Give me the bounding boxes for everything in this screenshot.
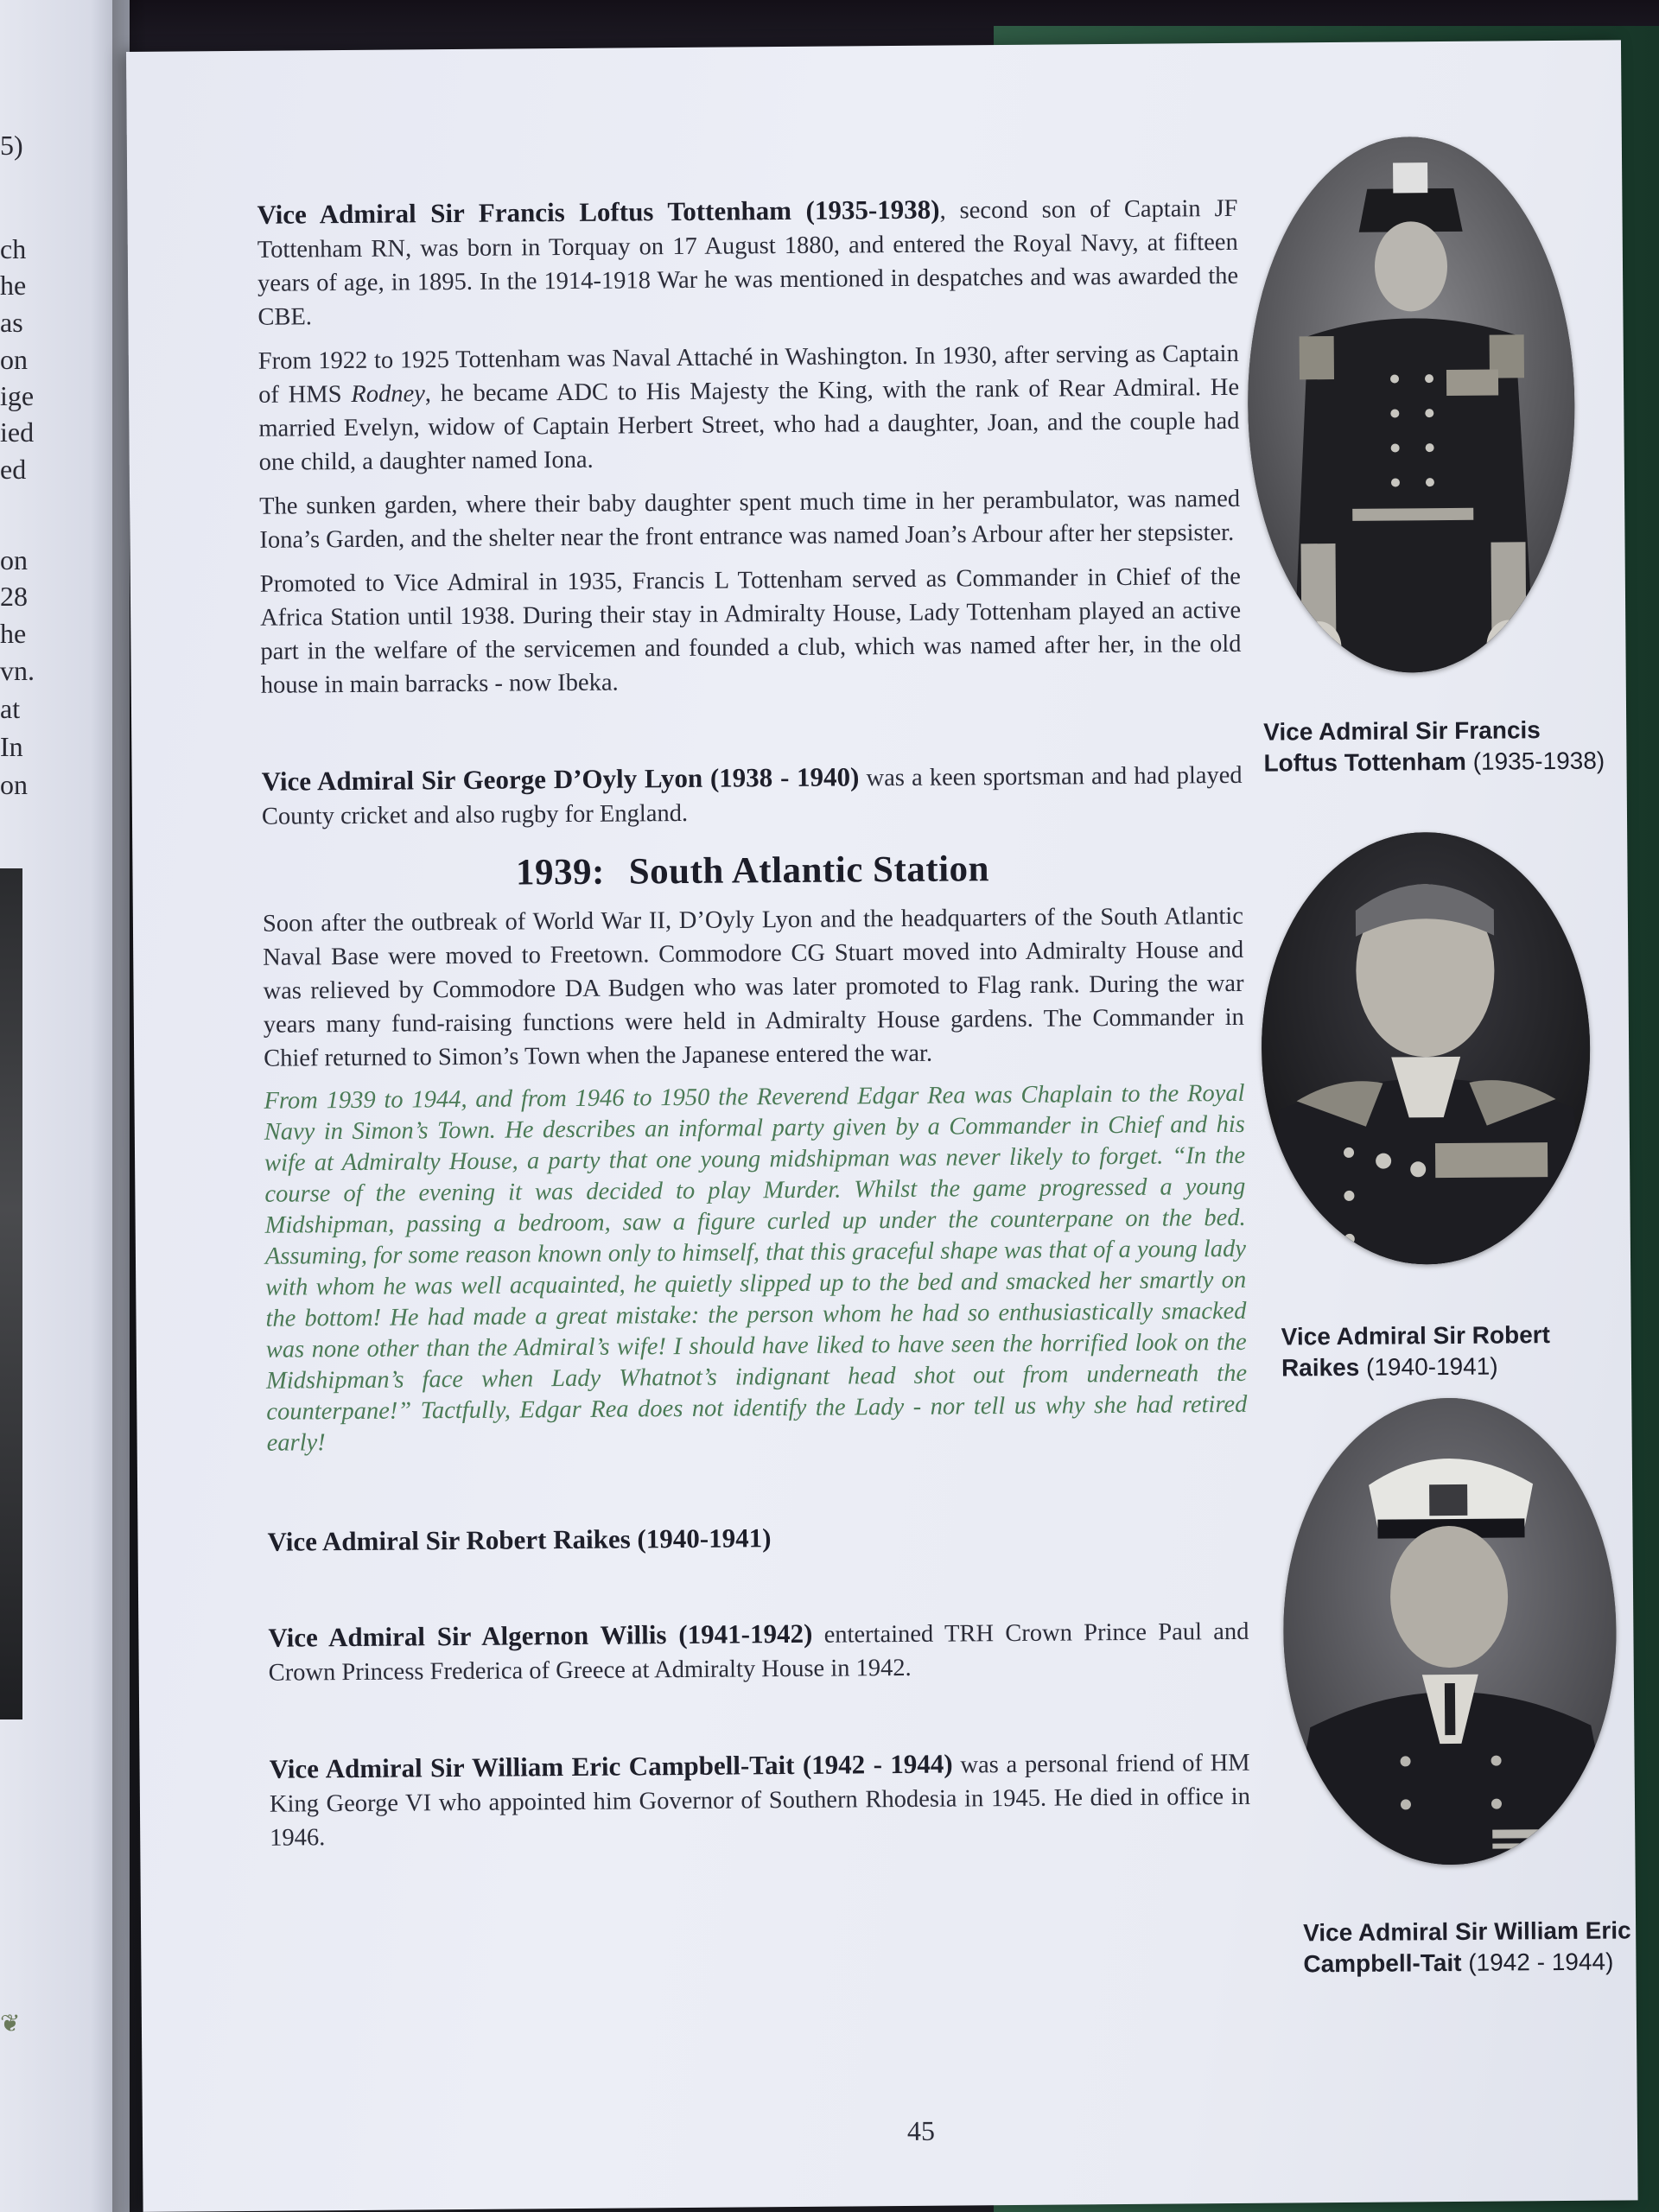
left-page-fragment: at <box>0 693 21 724</box>
tottenham-paragraph-1 <box>257 190 1238 334</box>
left-page-fragment: he <box>0 618 27 649</box>
campbell-tait-text: was a personal friend of HM King George VI who appointed him Governor of Southern Rhodesia in 1945. He died in office in 1946. <box>269 1749 1251 1852</box>
left-page-fragment: In <box>0 731 23 762</box>
left-page-fragment: ige <box>0 380 35 411</box>
willis-text: entertained TRH Crown Prince Paul and Crown Princess Frederica of Greece at Admiralty House in 1942. <box>268 1618 1249 1687</box>
spacer <box>267 1462 1248 1525</box>
campbell-tait-paragraph <box>269 1745 1250 1855</box>
raikes-caption-name: Vice Admiral Sir Robert Raikes <box>1281 1321 1551 1382</box>
left-page-fragment: 28 <box>0 581 28 612</box>
campbell-tait-name: Vice Admiral Sir William Eric Campbell-Tait (1942 - 1944) <box>269 1748 953 1784</box>
campbell-tait-portrait-photo <box>1281 1397 1618 1866</box>
left-page-fragment: on <box>0 544 28 575</box>
campbell-tait-caption-name: Vice Admiral Sir William Eric Campbell-Tait <box>1303 1916 1631 1978</box>
section-year: 1939: <box>515 851 605 893</box>
main-text-column <box>257 190 1250 1866</box>
spacer <box>269 1693 1249 1752</box>
book-page <box>126 40 1638 2212</box>
tottenham-caption <box>1263 715 1610 779</box>
left-facing-page <box>0 0 130 2212</box>
page-number: 45 <box>906 2114 936 2146</box>
tottenham-intro: , second son of Captain JF Tottenham RN, was born in Torquay on 17 August 1880, and entered the Royal Navy, at fifteen years of age, in 1895. In the 1914-1918 War he was mentioned in despatches and was awarded the CBE. <box>257 194 1239 331</box>
tottenham-portrait-photo <box>1246 136 1577 674</box>
spacer <box>261 705 1242 765</box>
rea-quote-paragraph: From 1939 to 1944, and from 1946 to 1950 the Reverend Edgar Rea was Chaplain to the Royal Navy in Simon’s Town. He describes an informal party given by a Commander in Chief and his wife at Admiralty House, a party that one young midshipman was never likely to forget. “In the course of the evening it was decided to play Murder. Whilst the game progressed a young Midshipman, passing a bedroom, saw a figure curled up under the counterpane on the bed. Assuming, for some reason known only to himself, that this graceful shape was that of a young lady with whom he was well acquainted, he quietly slipped up to the bed and smacked her smartly on the bottom! He had made a great mistake: the person whom he had so enthusiastically smacked was none other than the Admiral’s wife! I should have liked to have seen the horrified look on the Midshipman’s face when Lady Whatnot’s indignant head shot out from underneath the counterpane!” Tactfully, Edgar Rea does not identify the Lady - nor tell us why she had retired early! <box>264 1079 1248 1457</box>
left-page-fragment: on <box>0 769 28 800</box>
lyon-paragraph <box>261 757 1243 834</box>
willis-name: Vice Admiral Sir Algernon Willis (1941-1942) <box>268 1618 813 1653</box>
left-page-fragment: ied <box>0 416 35 448</box>
tottenham-caption-years: (1935-1938) <box>1472 747 1605 775</box>
tottenham-paragraph-2 <box>258 337 1240 480</box>
section-title: South Atlantic Station <box>628 849 990 893</box>
left-page-fragment: he <box>0 270 27 301</box>
left-page-fragment: on <box>0 344 28 375</box>
south-atlantic-paragraph: Soon after the outbreak of World War II, D’Oyly Lyon and the headquarters of the South Atlantic Naval Base were moved to Freetown. Commodore CG Stuart moved into Admiralty House and was relieved by Commodore DA Budgen who was later promoted to Flag rank. During the war years many fund-raising functions were held in Admiralty House gardens. The Commander in Chief returned to Simon’s Town when the Japanese entered the war. <box>262 902 1244 1072</box>
tottenham-caption-name: Vice Admiral Sir Francis Loftus Tottenham <box>1263 716 1541 777</box>
campbell-tait-caption-years: (1942 - 1944) <box>1468 1948 1614 1976</box>
tottenham-name: Vice Admiral Sir Francis Loftus Tottenham (1935-1938) <box>257 194 940 230</box>
lyon-text: was a keen sportsman and had played County cricket and also rugby for England. <box>261 761 1243 830</box>
tottenham-p2-part-b: , he became ADC to His Majesty the King, with the rank of Rear Admiral. He married Evelyn, widow of Captain Herbert Street, who had a daughter, Joan, and the couple had one child, a daughter named Iona. <box>258 373 1240 476</box>
tottenham-paragraph-4: Promoted to Vice Admiral in 1935, Francis L Tottenham served as Commander in Chief of the Africa Station until 1938. During their stay in Admiralty House, Lady Tottenham played an active part in the welfare of the servicemen and founded a club, which was named after her, in the old house in main barracks - now Ibeka. <box>259 563 1242 699</box>
left-page-photo-edge <box>0 868 22 1719</box>
willis-paragraph <box>268 1613 1249 1690</box>
leaf-ornament-icon: ❦ <box>0 2011 21 2037</box>
ship-name-rodney: Rodney <box>351 380 425 408</box>
left-page-fragment: ed <box>0 454 27 485</box>
spacer <box>268 1561 1249 1621</box>
campbell-tait-caption <box>1303 1915 1641 1980</box>
left-page-fragment: 5) <box>0 130 23 161</box>
left-page-fragment: ch <box>0 233 27 264</box>
left-page-fragment: as <box>0 307 23 338</box>
tottenham-p2-part-a: From 1922 to 1925 Tottenham was Naval Attaché in Washington. In 1930, after serving as Captain of HMS <box>257 340 1239 409</box>
lyon-name: Vice Admiral Sir George D’Oyly Lyon (1938 - 1940) <box>261 761 860 797</box>
raikes-portrait-photo <box>1260 831 1592 1266</box>
raikes-caption-years: (1940-1941) <box>1365 1352 1498 1381</box>
raikes-caption <box>1281 1319 1628 1383</box>
tottenham-paragraph-3: The sunken garden, where their baby daughter spent much time in her perambulator, was named Iona’s Garden, and the shelter near the front entrance was named Joan’s Arbour after her stepsister. <box>259 485 1241 554</box>
left-page-fragment: vn. <box>0 655 35 686</box>
section-heading <box>262 850 1243 892</box>
raikes-heading: Vice Admiral Sir Robert Raikes (1940-1941) <box>267 1522 772 1557</box>
